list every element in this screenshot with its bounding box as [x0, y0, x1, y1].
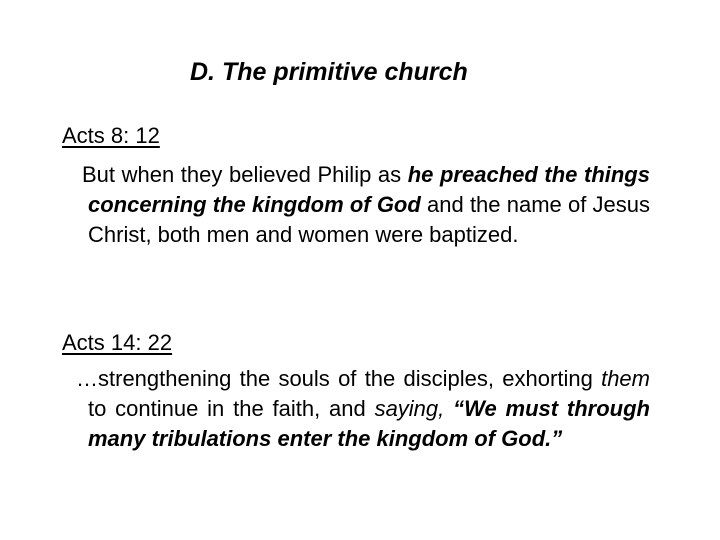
verse-segment: But when they believed Philip as	[82, 162, 408, 187]
verse-segment: to continue in the faith, and	[88, 396, 375, 421]
verse-segment-italic: them	[601, 366, 650, 391]
verse-segment-emphasis: he preached the things concerning the kingdom of God	[88, 162, 650, 217]
slide-heading: D. The primitive church	[190, 58, 468, 86]
scripture-reference-acts-8-12: Acts 8: 12	[62, 123, 160, 148]
verse-segment: and the name of Jesus Christ, both men and women were baptized.	[88, 192, 650, 247]
verse-segment-emphasis: “We must through many tribulations enter the kingdom of God.”	[88, 396, 650, 451]
scripture-reference-acts-14-22: Acts 14: 22	[62, 330, 173, 355]
verse-segment: …strengthening the souls of the disciples, exhorting	[76, 366, 602, 391]
verse-segment-italic: saying,	[374, 396, 445, 421]
scripture-text-acts-14-22	[76, 364, 650, 454]
scripture-text-acts-8-12	[82, 160, 650, 250]
